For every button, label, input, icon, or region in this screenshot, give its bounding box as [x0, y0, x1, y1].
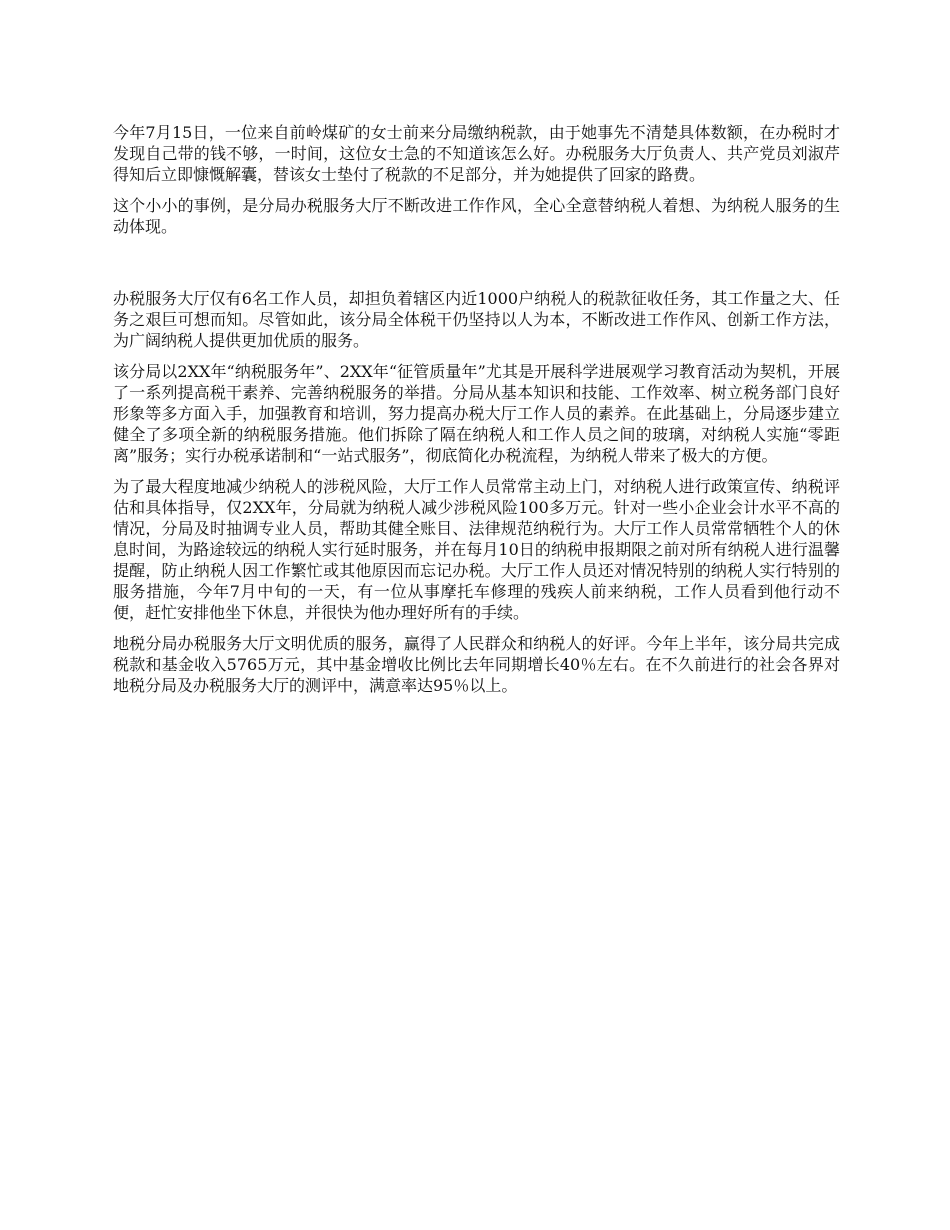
paragraph-2: 这个小小的事例，是分局办税服务大厅不断改进工作作风，全心全意替纳税人着想、为纳税人服务的生动体现。: [113, 196, 840, 236]
paragraph-gap: [113, 247, 840, 288]
paragraph-1: 今年7月15日，一位来自前岭煤矿的女士前来分局缴纳税款，由于她事先不清楚具体数额，在办税时才发现自己带的钱不够，一时间，这位女士急的不知道该怎么好。办税服务大厅负责人、共产党员刘淑芹得知后立即慷慨解囊，替该女士垫付了税款的不足部分，并为她提供了回家的路费。: [113, 123, 840, 184]
paragraph-4: 该分局以2XX年“纳税服务年”、2XX年“征管质量年”尤其是开展科学进展观学习教育活动为契机，开展了一系列提高税干素养、完善纳税服务的举措。分局从基本知识和技能、工作效率、树立税务部门良好形象等多方面入手，加强教育和培训，努力提高办税大厅工作人员的素养。在此基础上，分局逐步建立健全了多项全新的纳税服务措施。他们拆除了隔在纳税人和工作人员之间的玻璃，对纳税人实施“零距离”服务；实行办税承诺制和“一站式服务”，彻底简化办税流程，为纳税人带来了极大的方便。: [113, 362, 840, 465]
document-body: [113, 122, 840, 706]
paragraph-6: 地税分局办税服务大厅文明优质的服务，赢得了人民群众和纳税人的好评。今年上半年，该分局共完成税款和基金收入5765万元，其中基金增收比例比去年同期增长40％左右。在不久前进行的社会各界对地税分局及办税服务大厅的测评中，满意率达95％以上。: [113, 634, 840, 695]
paragraph-3: 办税服务大厅仅有6名工作人员，却担负着辖区内近1000户纳税人的税款征收任务，其工作量之大、任务之艰巨可想而知。尽管如此，该分局全体税干仍坚持以人为本，不断改进工作作风、创新工作方法，为广阔纳税人提供更加优质的服务。: [113, 289, 840, 350]
paragraph-5: 为了最大程度地减少纳税人的涉税风险，大厅工作人员常常主动上门，对纳税人进行政策宣传、纳税评估和具体指导，仅2XX年，分局就为纳税人减少涉税风险100多万元。针对一些小企业会计水平不高的情况，分局及时抽调专业人员，帮助其健全账目、法律规范纳税行为。大厅工作人员常常牺牲个人的休息时间，为路途较远的纳税人实行延时服务，并在每月10日的纳税申报期限之前对所有纳税人进行温馨提醒，防止纳税人因工作繁忙或其他原因而忘记办税。大厅工作人员还对情况特别的纳税人实行特别的服务措施，今年7月中旬的一天，有一位从事摩托车修理的残疾人前来纳税，工作人员看到他行动不便，赶忙安排他坐下休息，并很快为他办理好所有的手续。: [113, 477, 840, 622]
